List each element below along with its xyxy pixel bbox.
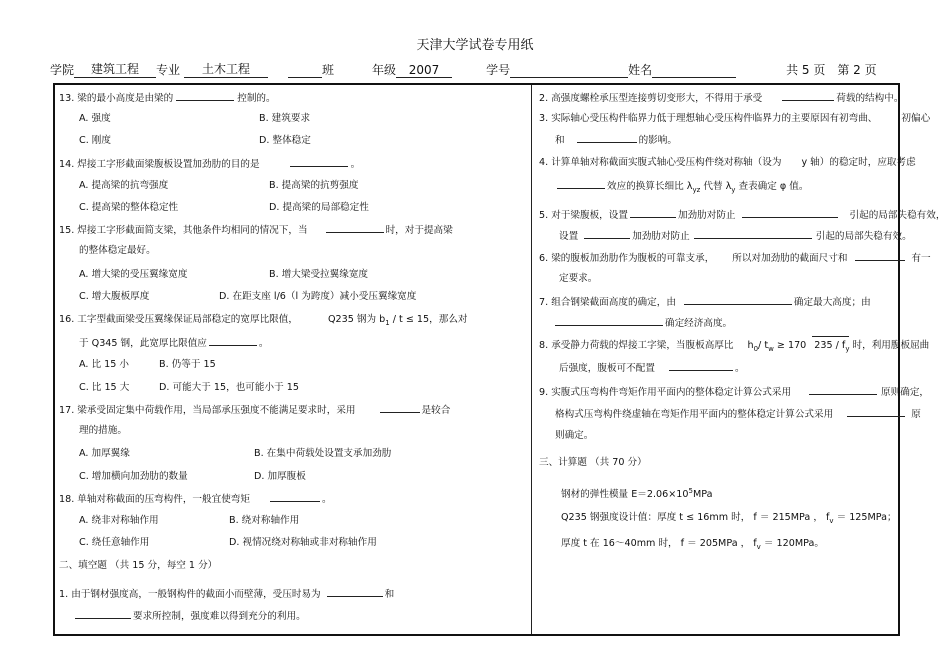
section-calculation-title: 三、计算题 （共 70 分） xyxy=(539,457,647,468)
question-16: 16. 工字型截面梁受压翼缘保证局部稳定的宽厚比限值， Q235 钢为 $b_1 / t \le 15$，那么对 xyxy=(59,314,468,327)
option-c: C. 绕任意轴作用 xyxy=(79,537,150,548)
question-17-cont: 理的措施。 xyxy=(79,425,127,436)
class-label: 班 xyxy=(322,63,335,77)
option-b: B. 仍等于 15 xyxy=(159,359,216,370)
college-value: 建筑工程 xyxy=(74,60,156,78)
option-b: B. 在集中荷载处设置支承加劲肋 xyxy=(254,448,392,459)
option-d: D. 整体稳定 xyxy=(259,135,311,146)
question-15: 15. 焊接工字形截面简支梁，其他条件均相同的情况下，当 时，对于提高梁 xyxy=(59,221,453,239)
fill-question-5-cont: 设置 加劲肋对防止 引起的局部失稳有效。 xyxy=(559,227,912,245)
fill-question-1-cont: 要求所控制，强度难以得到充分的利用。 xyxy=(75,607,306,625)
fill-question-8-cont: 后强度，腹板可不配置 。 xyxy=(559,359,745,377)
fill-question-9: 9. 实腹式压弯构件弯矩作用平面内的整体稳定计算公式采用 原则确定， xyxy=(539,383,929,401)
option-a: A. 绕非对称轴作用 xyxy=(79,515,159,526)
answer-blank xyxy=(270,490,320,502)
option-b: B. 建筑要求 xyxy=(259,113,311,124)
answer-blank xyxy=(855,249,905,261)
option-d: D. 视情况绕对称轴或非对称轴作用 xyxy=(229,537,377,548)
option-c: C. 比 15 大 xyxy=(79,382,130,393)
answer-blank xyxy=(809,383,877,395)
option-d: D. 加厚腹板 xyxy=(254,471,306,482)
answer-blank xyxy=(75,607,131,619)
question-16-cont: 于 Q345 钢，此宽厚比限值应 。 xyxy=(79,334,269,352)
option-c: C. 增加横向加劲肋的数量 xyxy=(79,471,188,482)
option-a: A. 增大梁的受压翼缘宽度 xyxy=(79,269,188,280)
answer-blank xyxy=(176,89,234,101)
answer-blank xyxy=(290,155,348,167)
fill-question-3-cont: 和 的影响。 xyxy=(555,131,677,149)
option-a: A. 加厚翼缘 xyxy=(79,448,130,459)
option-d: D. 可能大于 15，也可能小于 15 xyxy=(159,382,299,393)
answer-blank xyxy=(326,221,384,233)
option-a: A. 强度 xyxy=(79,113,111,124)
answer-blank xyxy=(577,131,637,143)
answer-blank xyxy=(584,227,630,239)
option-d: D. 提高梁的局部稳定性 xyxy=(269,202,369,213)
answer-blank xyxy=(684,293,792,305)
question-18: 18. 单轴对称截面的压弯构件，一般宜使弯矩 。 xyxy=(59,490,332,508)
question-17: 17. 梁承受固定集中荷载作用，当局部承压强度不能满足要求时，采用 是较合 xyxy=(59,401,450,419)
answer-blank xyxy=(742,206,838,218)
exam-frame xyxy=(53,83,946,636)
left-column xyxy=(59,89,525,629)
answer-blank xyxy=(380,401,420,413)
right-column xyxy=(539,89,946,629)
elastic-modulus: 钢材的弹性模量 $E=2.06\times 10^5MPa$ xyxy=(561,487,713,501)
fill-question-3: 3. 实际轴心受压构件临界力低于理想轴心受压构件临界力的主要原因有初弯曲、 初偏心 xyxy=(539,113,931,124)
answer-blank xyxy=(557,177,605,189)
answer-blank xyxy=(209,334,257,346)
fill-question-8: 8. 承受静力荷载的焊接工字梁，当腹板高厚比 $h_0/$ $t_w \ge 170$ $235 / f_y$ 时，利用腹板屈曲 xyxy=(539,336,929,358)
option-b: B. 增大梁受拉翼缘宽度 xyxy=(269,269,369,280)
page-number: 第 2 页 xyxy=(837,63,877,77)
option-b: B. 绕对称轴作用 xyxy=(229,515,300,526)
option-c: C. 提高梁的整体稳定性 xyxy=(79,202,179,213)
answer-blank xyxy=(669,359,733,371)
name-label: 姓名 xyxy=(628,63,653,77)
fill-question-9-cont: 格构式压弯构件绕虚轴在弯矩作用平面内的整体稳定计算公式采用 原 xyxy=(555,405,921,423)
q235-strength-thin: Q235 钢强度设计值：厚度 t ≤ 16mm 时， f ＝ 215MPa ， $f_v = 125MPa$； xyxy=(561,512,897,525)
fill-question-1: 1. 由于钢材强度高，一般钢构件的截面小而壁薄，受压时易为 和 xyxy=(59,585,394,603)
total-pages: 共 5 页 xyxy=(786,63,826,77)
major-value: 土木工程 xyxy=(184,60,268,78)
major-label: 专业 xyxy=(156,63,181,77)
answer-blank xyxy=(555,314,663,326)
fill-question-5: 5. 对于梁腹板，设置 加劲肋对防止 引起的局部失稳有效， xyxy=(539,206,945,224)
answer-blank xyxy=(694,227,812,239)
q235-strength-thick: 厚度 t 在 16～40mm 时， f ＝ 205MPa ， $f_v = 120MPa$。 xyxy=(561,538,824,551)
fill-question-6-cont: 定要求。 xyxy=(559,273,598,284)
question-15-cont: 的整体稳定最好。 xyxy=(79,245,156,256)
section-fill-in-title: 二、填空题 （共 15 分，每空 1 分） xyxy=(59,560,218,571)
fill-question-4: 4. 计算单轴对称截面实腹式轴心受压构件绕对称轴（设为 y 轴）的稳定时，应取考虑 xyxy=(539,157,916,168)
name-blank xyxy=(652,77,736,78)
student-id-label: 学号 xyxy=(486,63,511,77)
question-14: 14. 焊接工字形截面梁腹板设置加劲肋的目的是 。 xyxy=(59,155,360,173)
fill-question-4-cont: 效应的换算长细比 $\lambda_{yz}$ 代替 $\lambda_y$ 查表确定 φ 值。 xyxy=(557,177,808,199)
class-blank xyxy=(288,77,322,78)
fill-question-9-cont2: 则确定。 xyxy=(555,430,594,441)
exam-paper-title: 天津大学试卷专用纸 xyxy=(416,38,534,53)
answer-blank xyxy=(630,206,676,218)
option-c: C. 增大腹板厚度 xyxy=(79,291,150,302)
answer-blank xyxy=(847,405,905,417)
question-13: 13. 梁的最小高度是由梁的 控制的。 xyxy=(59,89,276,107)
student-id-blank xyxy=(510,77,628,78)
grade-value: 2007 xyxy=(396,63,452,78)
option-a: A. 提高梁的抗弯强度 xyxy=(79,180,169,191)
exam-header xyxy=(50,60,898,78)
college-label: 学院 xyxy=(50,63,75,77)
option-a: A. 比 15 小 xyxy=(79,359,129,370)
option-b: B. 提高梁的抗剪强度 xyxy=(269,180,359,191)
fill-question-2: 2. 高强度螺栓承压型连接剪切变形大，不得用于承受 荷载的结构中。 xyxy=(539,89,903,107)
sqrt-icon: $235 / f_y$ xyxy=(812,336,849,358)
fill-question-7: 7. 组合钢梁截面高度的确定，由 确定最大高度；由 xyxy=(539,293,871,311)
option-d: D. 在距支座 l/6（l 为跨度）减小受压翼缘宽度 xyxy=(219,291,417,302)
fill-question-6: 6. 梁的腹板加劲肋作为腹板的可靠支承， 所以对加劲肋的截面尺寸和 有一 xyxy=(539,249,931,267)
column-divider xyxy=(531,85,532,634)
grade-label: 年级 xyxy=(372,63,397,77)
answer-blank xyxy=(327,585,383,597)
fill-question-7-cont: 确定经济高度。 xyxy=(555,314,732,332)
answer-blank xyxy=(782,89,834,101)
option-c: C. 刚度 xyxy=(79,135,111,146)
